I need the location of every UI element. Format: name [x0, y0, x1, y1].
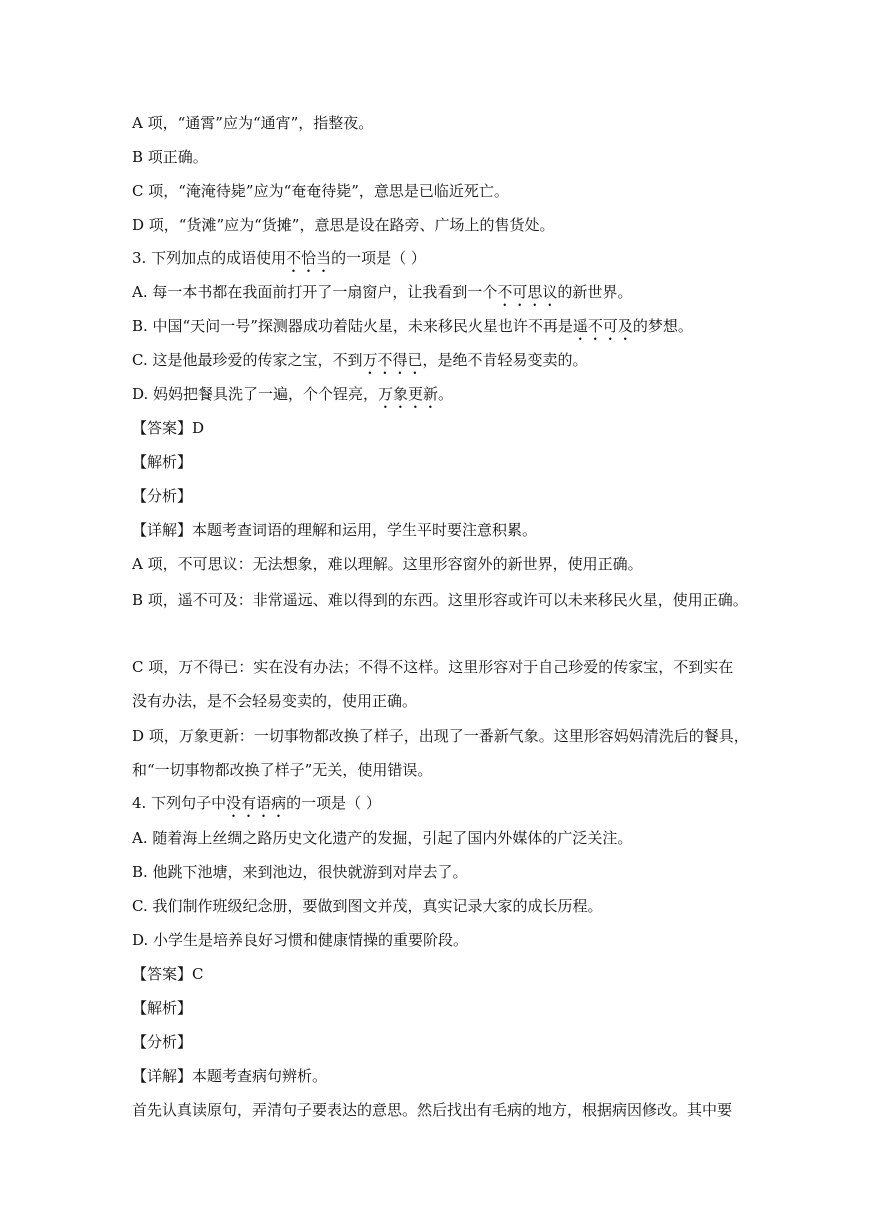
emphasis-dotted-text: 不可思议 [497, 283, 558, 301]
option-text: C. 这是他最珍爱的传家之宝，不到 [132, 351, 363, 369]
analysis-label: 【解析】 [132, 999, 193, 1017]
emphasis-dotted-text: 万不得已 [362, 351, 423, 369]
stem-text: 3. 下列加点的成语使用 [132, 249, 287, 267]
option-d [132, 384, 453, 406]
option-c [132, 350, 588, 372]
emphasis-dotted-text: 万象更新 [378, 385, 439, 403]
option-text: 的新世界。 [557, 283, 633, 301]
explanation-line: C 项，万不得已：实在没有办法；不得不这样。这里形容对于自己珍爱的传家宝，不到实在 [132, 658, 734, 676]
answer-label: 【答案】D [132, 419, 205, 437]
breakdown-label: 【分析】 [132, 1033, 193, 1051]
question-3-stem [132, 248, 426, 270]
explanation-line: 首先认真读原句，弄清句子要表达的意思。然后找出有毛病的地方，根据病因修改。其中要 [132, 1101, 733, 1119]
stem-text: 的一项是（ ） [286, 794, 381, 812]
option-b [132, 316, 693, 338]
analysis-label: 【解析】 [132, 453, 193, 471]
option-a: A. 随着海上丝绸之路历史文化遗产的发掘，引起了国内外媒体的广泛关注。 [132, 829, 633, 847]
explanation-line: A 项，不可思议：无法想象，难以理解。这里形容窗外的新世界，使用正确。 [132, 555, 643, 573]
option-a [132, 282, 632, 304]
option-text: 。 [438, 385, 454, 403]
explanation-line: 【详解】本题考查病句辨析。 [132, 1067, 328, 1085]
text-line: B 项正确。 [132, 148, 208, 166]
answer-label: 【答案】C [132, 965, 204, 983]
text-line: A 项，“通霄”应为“通宵”，指整夜。 [132, 114, 374, 132]
emphasis-dotted-text: 遥不可及 [572, 317, 633, 335]
option-d: D. 小学生是培养良好习惯和健康情操的重要阶段。 [132, 931, 469, 949]
option-text: B. 中国“天问一号”探测器成功着陆火星，未来移民火星也许不再是 [132, 317, 573, 335]
question-4-stem [132, 793, 381, 815]
stem-text: 的一项是（ ） [331, 249, 426, 267]
text-line: C 项，“淹淹待毙”应为“奄奄待毙”，意思是已临近死亡。 [132, 182, 509, 200]
emphasis-dotted-text: 不恰当 [286, 249, 332, 267]
explanation-line: 【详解】本题考查词语的理解和运用，学生平时要注意积累。 [132, 521, 538, 539]
explanation-line: 和“一切事物都改换了样子”无关，使用错误。 [132, 761, 433, 779]
option-text: ，是绝不肯轻易变卖的。 [422, 351, 588, 369]
option-b: B. 他跳下池塘，来到池边，很快就游到对岸去了。 [132, 863, 468, 881]
option-c: C. 我们制作班级纪念册，要做到图文并茂，真实记录大家的成长历程。 [132, 897, 603, 915]
explanation-line: 没有办法，是不会轻易变卖的，使用正确。 [132, 692, 418, 710]
explanation-line: B 项，遥不可及：非常遥远、难以得到的东西。这里形容或许可以未来移民火星，使用正确。 [132, 591, 748, 609]
explanation-line: D 项，万象更新：一切事物都改换了样子，出现了一番新气象。这里形容妈妈清洗后的餐具， [132, 727, 749, 745]
option-text: D. 妈妈把餐具洗了一遍，个个锃亮， [132, 385, 379, 403]
option-text: A. 每一本书都在我面前打开了一扇窗户，让我看到一个 [132, 283, 498, 301]
option-text: 的梦想。 [632, 317, 693, 335]
breakdown-label: 【分析】 [132, 487, 193, 505]
text-line: D 项，“货滩”应为“货摊”，意思是设在路旁、广场上的售货处。 [132, 216, 555, 234]
stem-text: 4. 下列句子中 [132, 794, 227, 812]
emphasis-dotted-text: 没有语病 [226, 794, 287, 812]
